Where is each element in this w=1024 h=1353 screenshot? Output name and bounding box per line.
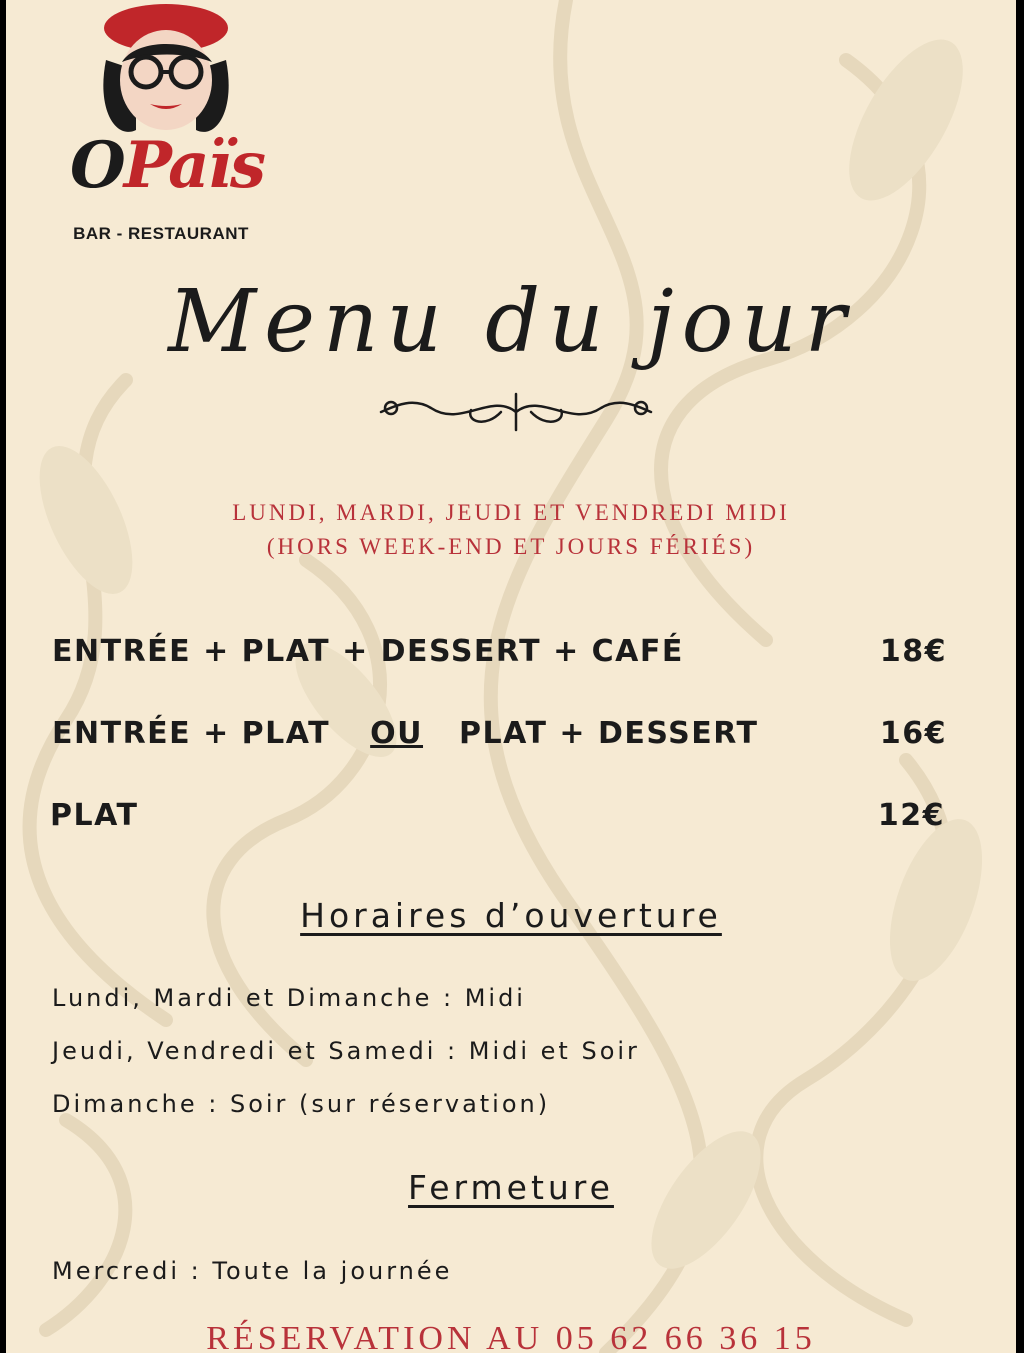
logo-subtitle: BAR - RESTAURANT (73, 224, 249, 243)
logo-illustration (66, 0, 266, 250)
logo-wordmark: OPaïs (70, 128, 264, 203)
formula-price: 12€ (877, 798, 945, 833)
closing-title: Fermeture (408, 1168, 614, 1207)
formula-label: ENTRÉE + PLAT + DESSERT + CAFÉ (52, 634, 684, 669)
days-line-2: (HORS WEEK-END ET JOURS FÉRIÉS) (266, 534, 756, 559)
formula-row-3 (50, 798, 945, 833)
flourish-divider-icon (371, 388, 661, 436)
formula-label-a: ENTRÉE + PLAT (52, 716, 331, 751)
formula-separator: OU (370, 716, 424, 751)
closing-line: Mercredi : Toute la journée (52, 1257, 453, 1285)
formula-price: 16€ (879, 716, 947, 751)
opening-line: Lundi, Mardi et Dimanche : Midi (52, 984, 526, 1012)
formula-label-b: PLAT + DESSERT (459, 716, 759, 751)
menu-page (6, 0, 1016, 1353)
formula-row-2 (52, 716, 947, 751)
reservation-phone: RÉSERVATION AU 05 62 66 36 15 (206, 1320, 816, 1353)
days-line-1: LUNDI, MARDI, JEUDI ET VENDREDI MIDI (232, 500, 790, 525)
formula-row-1 (52, 634, 947, 669)
formula-price: 18€ (879, 634, 947, 669)
page-title: Menu du jour (168, 272, 854, 372)
opening-line: Dimanche : Soir (sur réservation) (52, 1090, 551, 1118)
opening-line: Jeudi, Vendredi et Samedi : Midi et Soir (52, 1037, 640, 1065)
formula-label: PLAT (50, 798, 139, 833)
opening-hours-title: Horaires d’ouverture (300, 896, 722, 935)
